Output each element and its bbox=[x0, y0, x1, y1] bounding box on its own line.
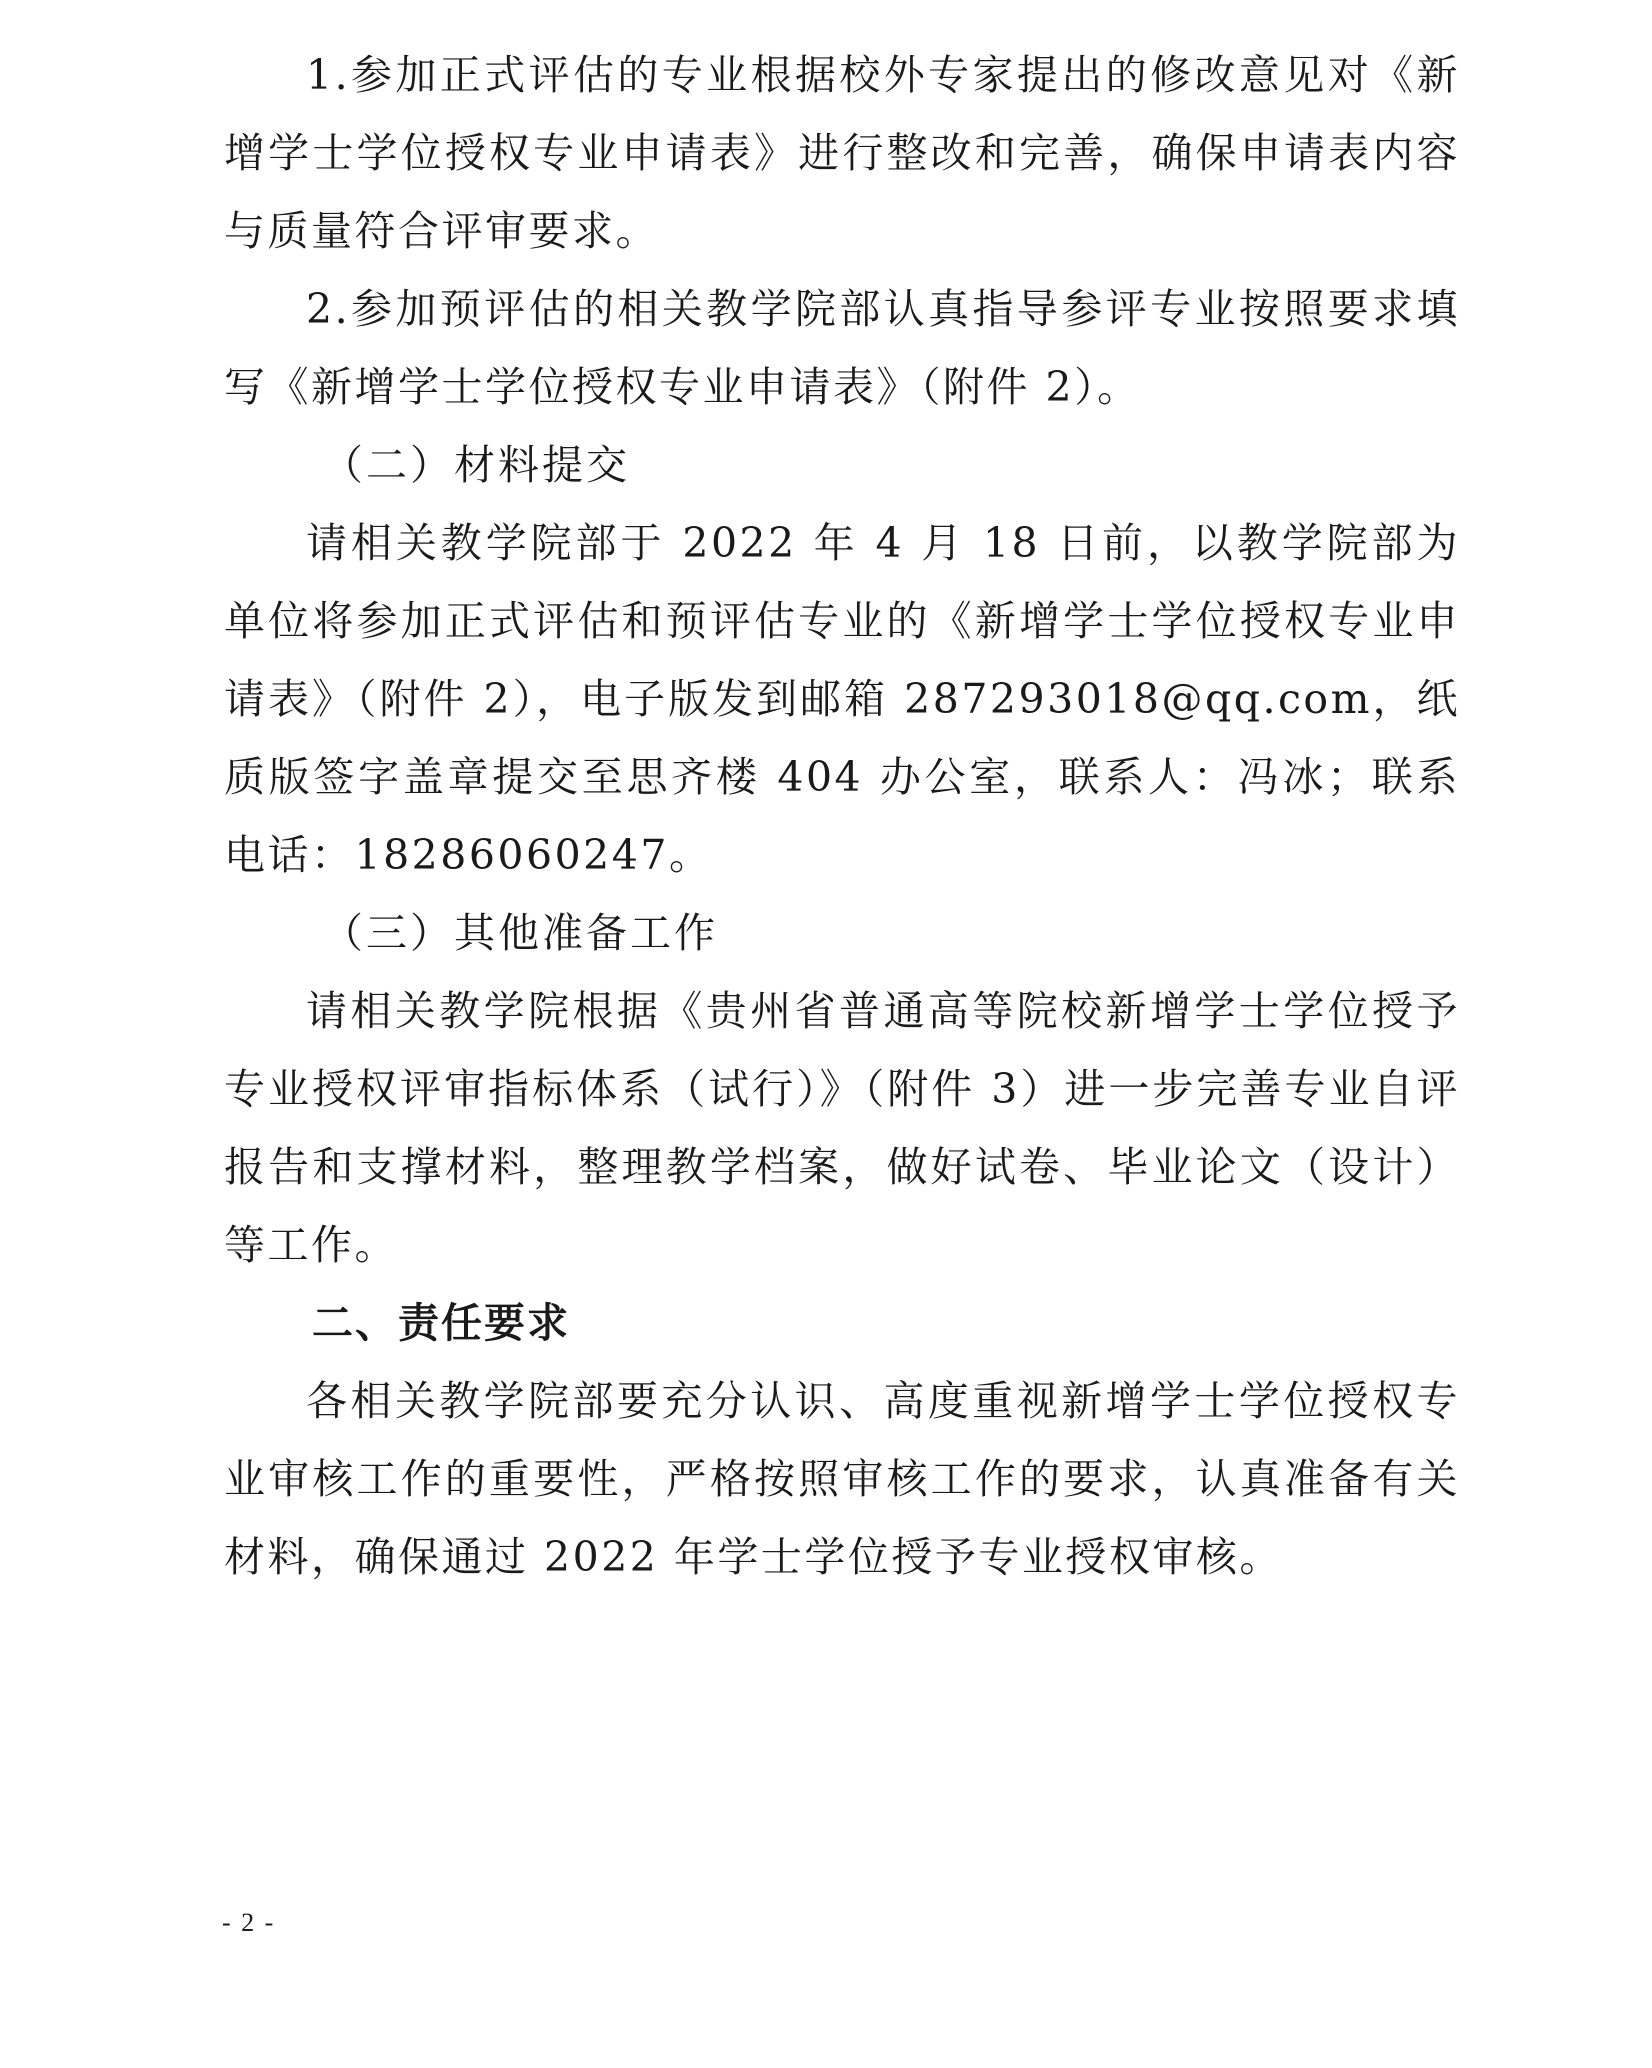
paragraph-item-1: 1.参加正式评估的专业根据校外专家提出的修改意见对《新增学士学位授权专业申请表》进行整改和完善，确保申请表内容与质量符合评审要求。 bbox=[224, 51, 1460, 255]
subheading-material-submission: （二）材料提交 bbox=[322, 441, 630, 489]
section-heading-responsibility: 二、责任要求 bbox=[312, 1299, 570, 1347]
page-number: - 2 - bbox=[222, 1908, 276, 1937]
document-body bbox=[224, 36, 1460, 1596]
subheading-other-preparation: （三）其他准备工作 bbox=[322, 909, 718, 957]
paragraph-responsibility: 各相关教学院部要充分认识、高度重视新增学士学位授权专业审核工作的重要性，严格按照审核工作的要求，认真准备有关材料，确保通过 2022 年学士学位授予专业授权审核。 bbox=[224, 1377, 1460, 1581]
paragraph-item-2: 2.参加预评估的相关教学院部认真指导参评专业按照要求填写《新增学士学位授权专业申请表》（附件 2）。 bbox=[224, 285, 1460, 411]
paragraph-other-preparation: 请相关教学院根据《贵州省普通高等院校新增学士学位授予专业授权评审指标体系（试行）》（附件 3）进一步完善专业自评报告和支撑材料，整理教学档案，做好试卷、毕业论文（设计）等工作。 bbox=[224, 987, 1460, 1269]
paragraph-submission-details: 请相关教学院部于 2022 年 4 月 18 日前，以教学院部为单位将参加正式评估和预评估专业的《新增学士学位授权专业申请表》（附件 2），电子版发到邮箱 287293018@qq.com，纸质版签字盖章提交至思齐楼 404 办公室，联系人：冯冰；联系电话：18286060247。 bbox=[224, 519, 1460, 879]
